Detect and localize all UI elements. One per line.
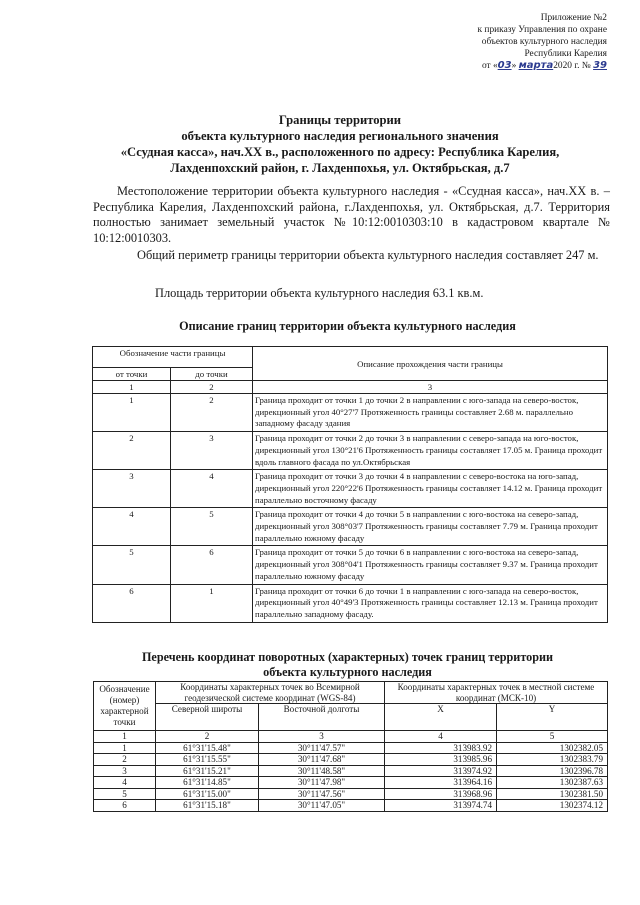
coord-y: 1302387.63: [497, 777, 608, 789]
point-number: 2: [94, 754, 156, 766]
from-point: 4: [93, 508, 171, 546]
appendix-number: 39: [593, 60, 607, 71]
appendix-line-3: объектов культурного наследия: [481, 37, 607, 47]
segment-description: Граница проходит от точки 4 до точки 5 в направлении с юго-востока на северо-запад, дирекционный угол 308°03'7 Протяженность границы составляет 7.79 м. Граница проходит параллельно южному фасаду: [253, 508, 608, 546]
to-point: 2: [171, 394, 253, 432]
table-row: [93, 394, 608, 432]
col-num: 2: [171, 381, 253, 394]
col-num: 2: [156, 731, 259, 743]
latitude: 61°31'15.00": [156, 788, 259, 800]
longitude: 30°11'47.56": [259, 788, 385, 800]
col-num: 1: [94, 731, 156, 743]
coord-y: 1302396.78: [497, 765, 608, 777]
latitude: 61°31'15.48": [156, 742, 259, 754]
from-point: 5: [93, 546, 171, 584]
boundaries-table: [92, 346, 608, 623]
latitude: 61°31'15.18": [156, 800, 259, 812]
coord-x: 313968.96: [385, 788, 497, 800]
col-num: 3: [253, 381, 608, 394]
segment-description: Граница проходит от точки 2 до точки 3 в направлении с северо-запада на юго-восток, дирекционный угол 130°21'6 Протяженность границы составляет 17.05 м. Граница проходит вдоль главного фасада по ул.Октябрьская: [253, 432, 608, 470]
header-x: X: [385, 704, 497, 731]
boundaries-heading: Описание границ территории объекта культурного наследия: [179, 319, 516, 333]
table-row: [93, 546, 608, 584]
coord-y: 1302383.79: [497, 754, 608, 766]
header-from: от точки: [93, 368, 171, 381]
point-number: 6: [94, 800, 156, 812]
col-num: 4: [385, 731, 497, 743]
table-row: [93, 470, 608, 508]
point-number: 3: [94, 765, 156, 777]
segment-description: Граница проходит от точки 5 до точки 6 в направлении с юго-востока на северо-запад, дирекционный угол 308°04'1 Протяженность границы составляет 9.37 м. Граница проходит параллельно южному фасаду: [253, 546, 608, 584]
appendix-line-4: Республики Карелия: [524, 49, 607, 59]
from-point: 1: [93, 394, 171, 432]
header-desc: Описание прохождения части границы: [253, 347, 608, 381]
area-paragraph: Площадь территории объекта культурного наследия 63.1 кв.м.: [155, 286, 484, 300]
header-point: Обозначение (номер) характерной точки: [94, 682, 156, 731]
coord-x: 313985.96: [385, 754, 497, 766]
table-row: [94, 788, 608, 800]
title-line-3: «Ссудная касса», нач.XX в., расположенного по адресу: Республика Карелия,: [120, 145, 560, 159]
to-point: 5: [171, 508, 253, 546]
header-y: Y: [497, 704, 608, 731]
table-row: [93, 432, 608, 470]
header-lat: Северной широты: [156, 704, 259, 731]
header-msk: Координаты характерных точек в местной системе координат (МСК-10): [385, 682, 608, 704]
appendix-day: 03: [497, 60, 512, 71]
coord-y: 1302381.50: [497, 788, 608, 800]
to-point: 4: [171, 470, 253, 508]
header-wgs: Координаты характерных точек во Всемирной геодезической системе координат (WGS-84): [156, 682, 385, 704]
appendix-month: марта: [518, 60, 554, 71]
table-row: [94, 777, 608, 789]
to-point: 1: [171, 584, 253, 622]
appendix-block: [387, 12, 607, 72]
to-point: 6: [171, 546, 253, 584]
table-row: [94, 754, 608, 766]
longitude: 30°11'48.58": [259, 765, 385, 777]
table-row: [93, 508, 608, 546]
longitude: 30°11'47.05": [259, 800, 385, 812]
coord-y: 1302374.12: [497, 800, 608, 812]
longitude: 30°11'47.68": [259, 754, 385, 766]
coord-x: 313964.16: [385, 777, 497, 789]
header-to: до точки: [171, 368, 253, 381]
coord-x: 313974.74: [385, 800, 497, 812]
segment-description: Граница проходит от точки 3 до точки 4 в направлении с северо-востока на юго-запад, дирекционный угол 220°22'6 Протяженность границы составляет 14.12 м. Граница проходит параллельно восточному фасаду: [253, 470, 608, 508]
point-number: 5: [94, 788, 156, 800]
appendix-line-1: Приложение №2: [540, 13, 607, 23]
latitude: 61°31'15.55": [156, 754, 259, 766]
col-num: 1: [93, 381, 171, 394]
title-line-4: Лахденпохский район, г. Лахденпохья, ул. Октябрьская, д.7: [170, 161, 510, 175]
segment-description: Граница проходит от точки 1 до точки 2 в направлении с юго-запада на северо-восток, дирекционный угол 40°27'7 Протяженность границы составляет 2.68 м. параллельно западному фасаду здания: [253, 394, 608, 432]
longitude: 30°11'47.57": [259, 742, 385, 754]
from-point: 2: [93, 432, 171, 470]
header-lon: Восточной долготы: [259, 704, 385, 731]
col-num: 3: [259, 731, 385, 743]
longitude: 30°11'47.98": [259, 777, 385, 789]
col-num: 5: [497, 731, 608, 743]
coord-x: 313974.92: [385, 765, 497, 777]
coord-x: 313983.92: [385, 742, 497, 754]
latitude: 61°31'15.21": [156, 765, 259, 777]
coordinates-table: [93, 681, 608, 812]
from-point: 3: [93, 470, 171, 508]
header-part: Обозначение части границы: [93, 347, 253, 368]
document-title: [70, 112, 610, 176]
table-row: [94, 765, 608, 777]
point-number: 1: [94, 742, 156, 754]
point-number: 4: [94, 777, 156, 789]
coordinates-heading: Перечень координат поворотных (характерных) точек границ территории объекта культурного наследия: [141, 650, 554, 679]
appendix-date: от «03» марта2020 г. № 39: [481, 60, 607, 71]
appendix-line-2: к приказу Управления по охране: [477, 25, 607, 35]
location-paragraph: Местоположение территории объекта культурного наследия - «Ссудная касса», нач.XX в. – Республика Карелия, Лахденпохский района, г.Лахденпохья, ул. Октябрьская, д.7. Территория полностью занимает земельный участок №10:12:0010303:10 в кадастровом квартале № 10:12:0010303.: [93, 184, 610, 245]
table-row: [93, 584, 608, 622]
perimeter-paragraph: Общий периметр границы территории объекта культурного наследия составляет 247 м.: [137, 248, 599, 262]
title-line-1: Границы территории: [278, 113, 402, 127]
segment-description: Граница проходит от точки 6 до точки 1 в направлении с юго-запада на северо-восток, дирекционный угол 40°49'3 Протяженность границы составляет 12.13 м. Граница проходит параллельно западному фасаду.: [253, 584, 608, 622]
to-point: 3: [171, 432, 253, 470]
table-row: [94, 742, 608, 754]
latitude: 61°31'14.85": [156, 777, 259, 789]
title-line-2: объекта культурного наследия регионального значения: [181, 129, 499, 143]
coord-y: 1302382.05: [497, 742, 608, 754]
from-point: 6: [93, 584, 171, 622]
table-row: [94, 800, 608, 812]
